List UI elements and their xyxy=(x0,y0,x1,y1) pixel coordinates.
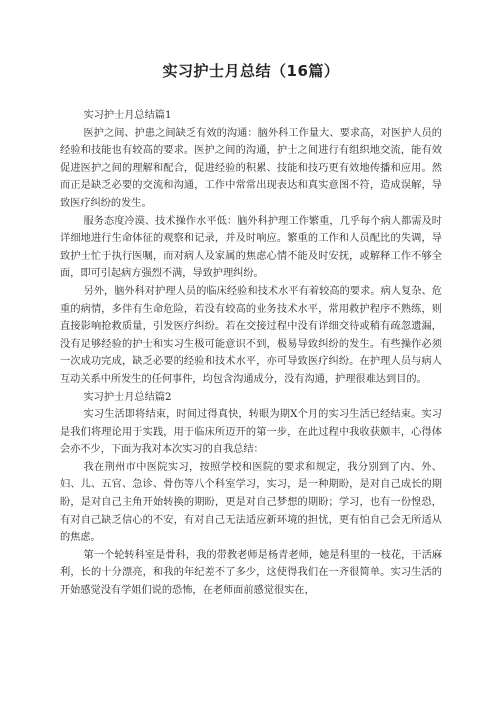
paragraph: 另外，脑外科对护理人员的临床经验和技术水平有着较高的要求。病人复杂、危重的病情，多伴有生命危险，若没有较高的业务技术水平，常用救护程序不熟练，则直接影响抢救质量，引发医疗纠纷。若在交接过程中没有详细交待或稍有疏忽遗漏，没有足够经验的护士和实习生极可能意识不到，极易导致纠纷的发生。有些操作必须一次成功完成，缺乏必要的经验和技术水平，亦可导致医疗纠纷。在护理人员与病人互动关系中所发生的任何事件，均包含沟通成分，没有沟通，护理很难达到目的。 xyxy=(60,285,442,385)
document-body xyxy=(60,107,442,600)
paragraph: 我在荆州市中医院实习，按照学校和医院的要求和规定，我分别到了内、外、妇、儿、五官、急诊、骨伤等八个科室学习，实习，是一种期盼，是对自己成长的期盼，是对自己主角开始转换的期盼，更是对自己梦想的期盼；学习，也有一份惶恐，有对自己缺乏信心的不安，有对自己无法适应新环境的担忧，更有怕自己会无所适从的焦虑。 xyxy=(60,461,442,544)
paragraph: 第一个轮转科室是骨科，我的带教老师是杨青老师，她是科里的一枝花，干活麻利，长的十分漂亮，和我的年纪差不了多少，这使得我们在一齐很简单。实习生活的开始感觉没有学姐们说的恐怖，在老师面前感觉很实在， xyxy=(60,549,442,597)
section-heading: 实习护士月总结篇1 xyxy=(83,110,172,121)
paragraph: 服务态度冷漠、技术操作水平低：脑外科护理工作繁重，几乎每个病人都需及时详细地进行生命体征的观察和记录，并及时响应。繁重的工作和人员配比的失调，导致护士忙于执行医嘱，而对病人及家属的焦虑心情不能及时安抚，或解释工作不够全面，即可引起病方强烈不满，导致护理纠纷。 xyxy=(60,215,442,280)
document-title: 实习护士月总结（16篇） xyxy=(162,62,340,80)
paragraph: 实习生活即将结束，时间过得真快，转眼为期X个月的实习生活已经结束。实习是我们将理论用于实践，用于临床所迈开的第一步，在此过程中我收获颇丰，心得体会亦不少，下面为我对本次实习的自我总结： xyxy=(60,409,442,456)
section-heading: 实习护士月总结篇2 xyxy=(83,391,172,403)
paragraph: 医护之间、护患之间缺乏有效的沟通：脑外科工作量大、要求高，对医护人员的经验和技能也有较高的要求。医护之间的沟通，护士之间进行有组织地交流，能有效促进医护之间的理解和配合，促进经验的积累、技能和技巧更有效地传播和应用。然而正是缺乏必要的交流和沟通，工作中常常出现表达和真实意图不符，造成误解，导致医疗纠纷的发生。 xyxy=(60,127,442,209)
